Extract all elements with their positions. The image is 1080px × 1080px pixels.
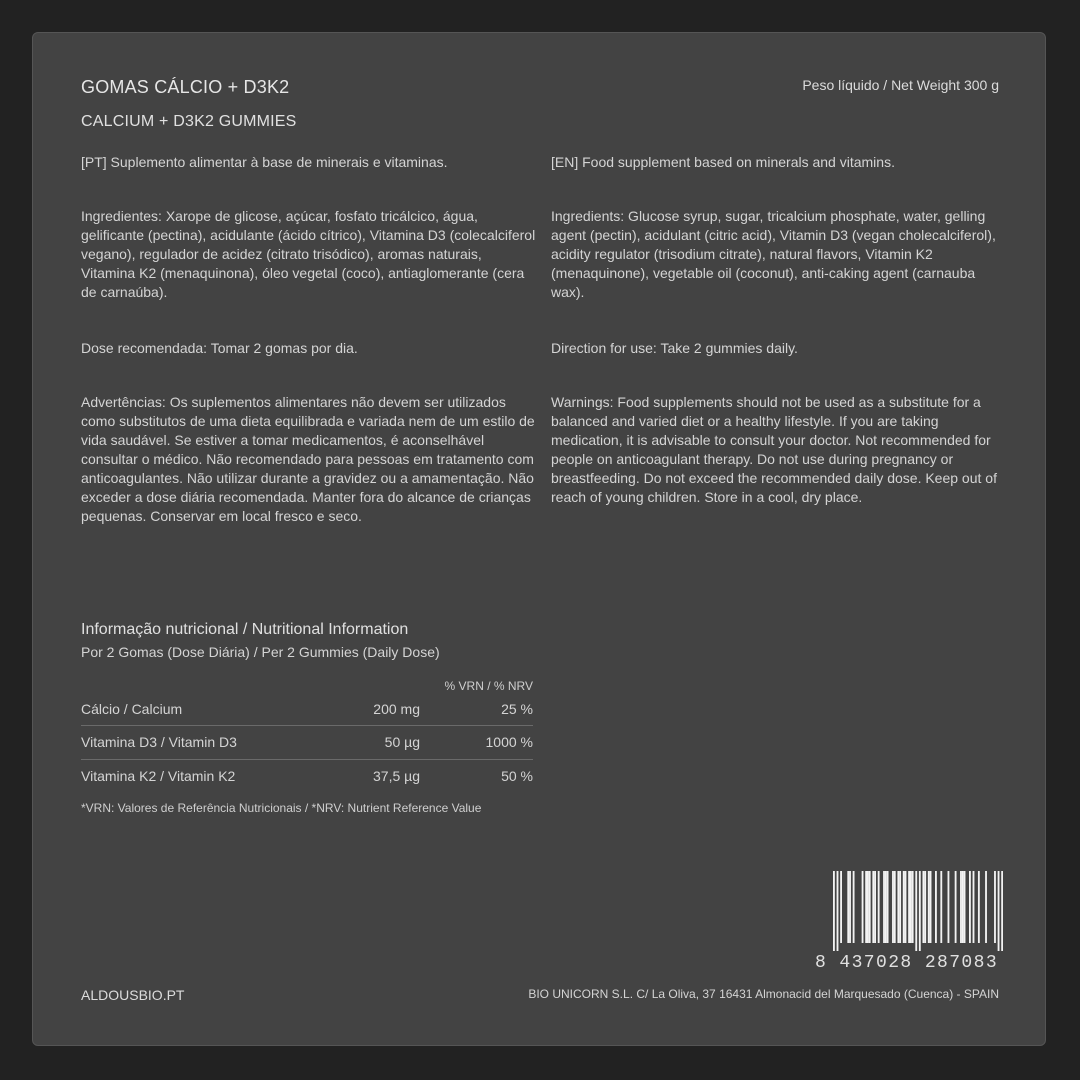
barcode-bar — [892, 871, 894, 943]
product-title: GOMAS CÁLCIO + D3K2 — [81, 77, 290, 97]
nutrition-column-header: % VRN / % NRV — [444, 679, 533, 693]
barcode-bar — [874, 871, 876, 943]
pt-warnings: Advertências: Os suplementos alimentares não devem ser utilizados como substitutos de uma dieta equilibrada e variada nem de um estilo de vida saudável. Se estiver a tomar medicamentos, é aconselhável consultar o médico. Não recomendado para pessoas em tratamento com anticoagulantes. Não utilizar durante a gravidez ou a amamentação. Não exceder a dose diária recomendada. Manter fora do alcance de crianças pequenas. Conservar em local fresco e seco. — [81, 394, 535, 524]
en-intro: [EN] Food supplement based on minerals and vitamins. — [551, 154, 895, 170]
barcode-bar — [940, 871, 942, 943]
nutrition-subtitle: Por 2 Gomas (Dose Diária) / Per 2 Gummies (Daily Dose) — [81, 644, 440, 660]
barcode-bar — [998, 871, 1000, 951]
nutrient-name: Vitamina K2 / Vitamin K2 — [81, 768, 236, 784]
nutrient-amount: 200 mg — [373, 701, 420, 717]
barcode-bar — [887, 871, 889, 943]
nutrient-name: Cálcio / Calcium — [81, 701, 183, 717]
product-subtitle: CALCIUM + D3K2 GUMMIES — [81, 113, 297, 130]
barcode-bar — [894, 871, 896, 943]
table-row — [81, 697, 533, 726]
barcode-bar — [930, 871, 932, 943]
barcode-bar — [919, 871, 921, 951]
pt-dose: Dose recomendada: Tomar 2 gomas por dia. — [81, 340, 358, 356]
en-warnings: Warnings: Food supplements should not be used as a substitute for a balanced and varied diet or a healthy lifestyle. If you are taking medication, it is advisable to consult your doctor. Not recommended for people on anticoagulant therapy. Do not use during pregnancy or breastfeeding. Do not exceed the recommended daily dose. Keep out of reach of young children. Store in a cool, dry place. — [551, 394, 997, 505]
nutrient-amount: 37,5 µg — [373, 768, 420, 784]
barcode-image — [833, 871, 1003, 951]
nutrition-table — [81, 679, 533, 793]
barcode-bar — [883, 871, 885, 943]
company-address: BIO UNICORN S.L. C/ La Oliva, 37 16431 Almonacid del Marquesado (Cuenca) - SPAIN — [528, 987, 999, 1001]
table-row — [81, 760, 533, 793]
barcode-bar — [955, 871, 957, 943]
barcode-bar — [853, 871, 855, 943]
nutrient-percent: 1000 % — [485, 734, 533, 750]
barcode-bar — [973, 871, 975, 943]
barcode-bar — [935, 871, 937, 943]
table-row — [81, 726, 533, 760]
barcode-bar — [837, 871, 839, 951]
barcode-bar — [962, 871, 964, 943]
nutrition-footnote: *VRN: Valores de Referência Nutricionais / *NRV: Nutrient Reference Value — [81, 801, 482, 815]
barcode-bar — [869, 871, 871, 943]
barcode-bar — [922, 871, 924, 943]
barcode-bar — [872, 871, 874, 943]
product-label — [32, 32, 1046, 1046]
barcode-bar — [885, 871, 887, 943]
barcode-bar — [899, 871, 901, 943]
barcode-bar — [985, 871, 987, 943]
barcode-bar — [862, 871, 864, 943]
barcode-bar — [865, 871, 867, 943]
barcode-bar — [924, 871, 926, 943]
barcode-bar — [978, 871, 980, 943]
barcode-bar — [1001, 871, 1003, 951]
nutrient-percent: 25 % — [501, 701, 533, 717]
barcode-bar — [847, 871, 849, 943]
nutrient-name: Vitamina D3 / Vitamin D3 — [81, 734, 237, 750]
barcode-bar — [849, 871, 851, 943]
barcode-bar — [910, 871, 912, 943]
nutrient-amount: 50 µg — [384, 734, 420, 750]
nutrient-percent: 50 % — [501, 768, 533, 784]
barcode-bar — [960, 871, 962, 943]
barcode-bar — [903, 871, 905, 943]
website-link[interactable]: ALDOUSBIO.PT — [81, 987, 185, 1003]
net-weight: Peso líquido / Net Weight 300 g — [802, 77, 999, 93]
barcode-bar — [912, 871, 914, 943]
barcode-bar — [867, 871, 869, 943]
pt-intro: [PT] Suplemento alimentar à base de minerais e vitaminas. — [81, 154, 448, 170]
nutrition-title: Informação nutricional / Nutritional Information — [81, 621, 409, 638]
barcode-bar — [928, 871, 930, 943]
barcode-bar — [905, 871, 907, 943]
barcode-bar — [969, 871, 971, 943]
barcode-bar — [897, 871, 899, 943]
barcode-bar — [915, 871, 917, 951]
en-dose: Direction for use: Take 2 gummies daily. — [551, 340, 798, 356]
pt-ingredients: Ingredientes: Xarope de glicose, açúcar, fosfato tricálcico, água, gelificante (pectina), acidulante (ácido cítrico), Vitamina D3 (colecalciferol vegano), regulador de acidez (citrato trisódico), aromas naturais, Vitamina K2 (menaquinona), óleo vegetal (coco), antiaglomerante (cera de carnaúba). — [81, 208, 536, 300]
barcode-bar — [994, 871, 996, 943]
barcode-bar — [964, 871, 966, 943]
barcode-bar — [908, 871, 910, 943]
barcode-bar — [948, 871, 950, 943]
barcode-bar — [878, 871, 880, 943]
barcode-bar — [833, 871, 835, 951]
barcode-number: 8 437028 287083 — [815, 953, 999, 973]
barcode-bar — [840, 871, 842, 943]
en-ingredients: Ingredients: Glucose syrup, sugar, tricalcium phosphate, water, gelling agent (pectin), acidulant (citric acid), Vitamin D3 (vegan cholecalciferol), acidity regulator (trisodium citrate), natural flavors, Vitamin K2 (menaquinone), vegetable oil (coconut), anti-caking agent (carnauba wax). — [551, 208, 996, 300]
